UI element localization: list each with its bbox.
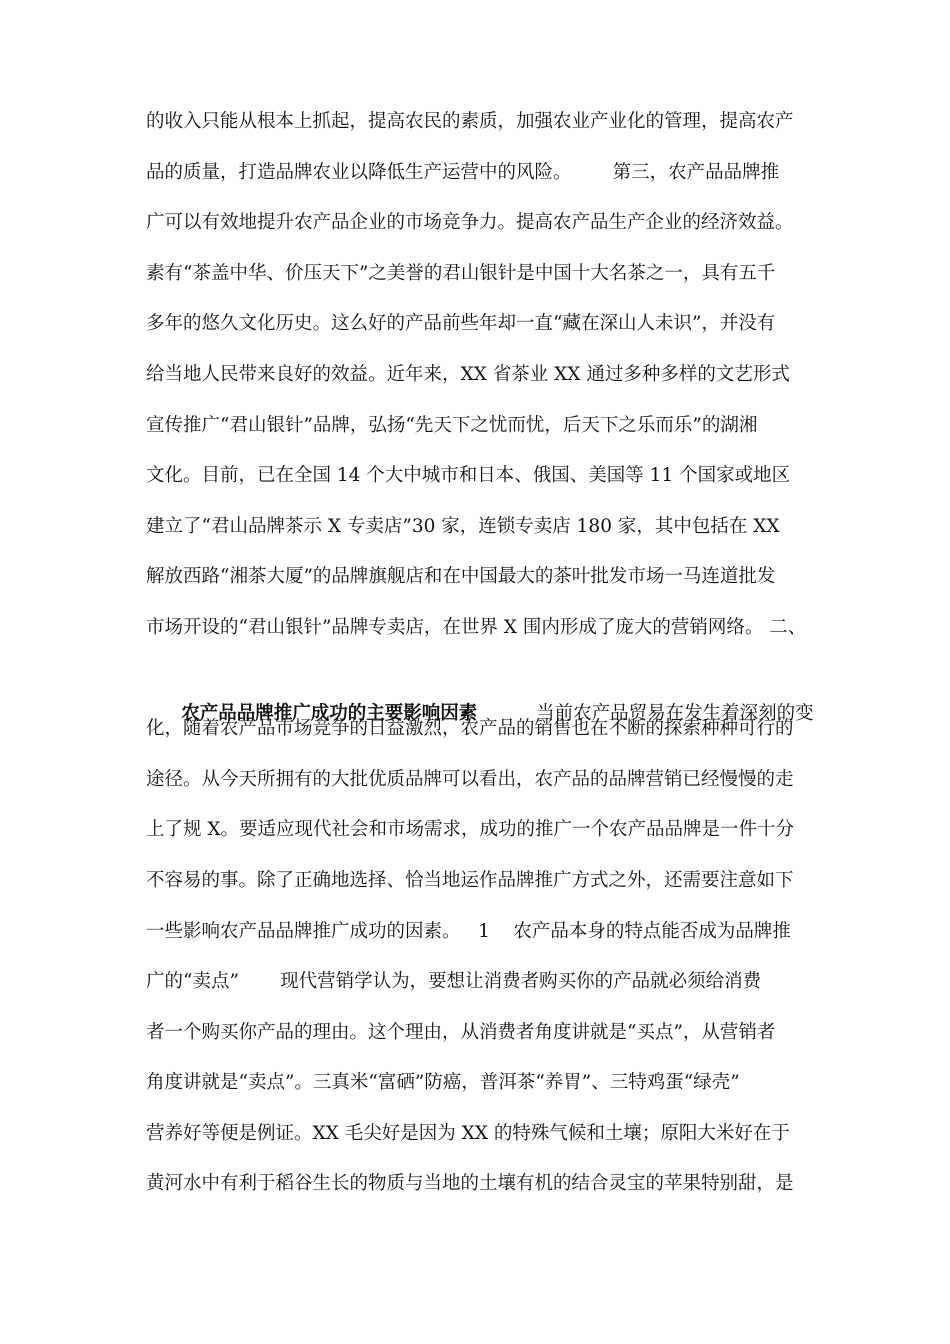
text-line: 途径。从今天所拥有的大批优质品牌可以看出，农产品的品牌营销已经慢慢的走 [146,768,794,790]
text-line: 多年的悠久文化历史。这么好的产品前些年却一直“藏在深山人未识”，并没有 [146,313,776,335]
text-line: 宣传推广“君山银针”品牌，弘扬“先天下之忧而忧，后天下之乐而乐”的湖湘 [146,414,758,436]
text-line: 上了规 X。要适应现代社会和市场需求，成功的推广一个农产品品牌是一件十分 [146,819,795,841]
text-line: 不容易的事。除了正确地选择、恰当地运作品牌推广方式之外，还需要注意如下 [146,869,794,891]
text-line: 黄河水中有利于稻谷生长的物质与当地的土壤有机的结合灵宝的苹果特别甜，是 [146,1173,794,1195]
text-line: 文化。目前，已在全国 14 个大中城市和日本、俄国、美国等 11 个国家或地区 [146,465,791,487]
text-line: 素有“茶盖中华、价压天下”之美誉的君山银针是中国十大名茶之一，具有五千 [146,262,776,284]
text-line: 广的“卖点” 现代营销学认为，要想让消费者购买你的产品就必须给消费 [146,971,762,993]
text-line: 广可以有效地提升农产品企业的市场竞争力。提高农产品生产企业的经济效益。 [146,212,794,234]
section-heading: 农产品品牌推广成功的主要影响因素 [181,702,478,724]
heading-continuation: 当前农产品贸易在发生着深刻的变 [477,702,814,724]
text-line: 营养好等便是例证。XX 毛尖好是因为 XX 的特殊气候和土壤；原阳大米好在于 [146,1122,790,1144]
body-text [146,104,826,1217]
text-line: 的收入只能从根本上抓起，提高农民的素质，加强农业产业化的管理，提高农产 [146,111,794,132]
text-line: 品的质量，打造品牌农业以降低生产运营中的风险。 第三，农产品品牌推 [146,161,780,183]
text-line: 建立了“君山品牌茶示 X 专卖店”30 家，连锁专卖店 180 家，其中包括在 XX [146,515,780,537]
text-line: 给当地人民带来良好的效益。近年来，XX 省茶业 XX 通过多种多样的文艺形式 [146,363,790,385]
heading-line [146,661,826,724]
text-line: 角度讲就是“卖点”。三真米“富硒”防癌，普洱茶“养胃”、三特鸡蛋“绿壳” [146,1072,740,1094]
text-line: 解放西路“湘茶大厦”的品牌旗舰店和在中国最大的茶叶批发市场一马连道批发 [146,566,776,588]
text-line: 一些影响农产品品牌推广成功的因素。 1 农产品本身的特点能否成为品牌推 [146,920,791,942]
text-line: 化，随着农产品市场竞争的日益激烈，农产品的销售也在不断的探索种种可行的 [146,718,794,740]
text-line: 者一个购买你产品的理由。这个理由，从消费者角度讲就是“买点”，从营销者 [146,1021,776,1043]
text-line: 市场开设的“君山银针”品牌专卖店，在世界 X 围内形成了庞大的营销网络。 二、 [146,616,807,638]
